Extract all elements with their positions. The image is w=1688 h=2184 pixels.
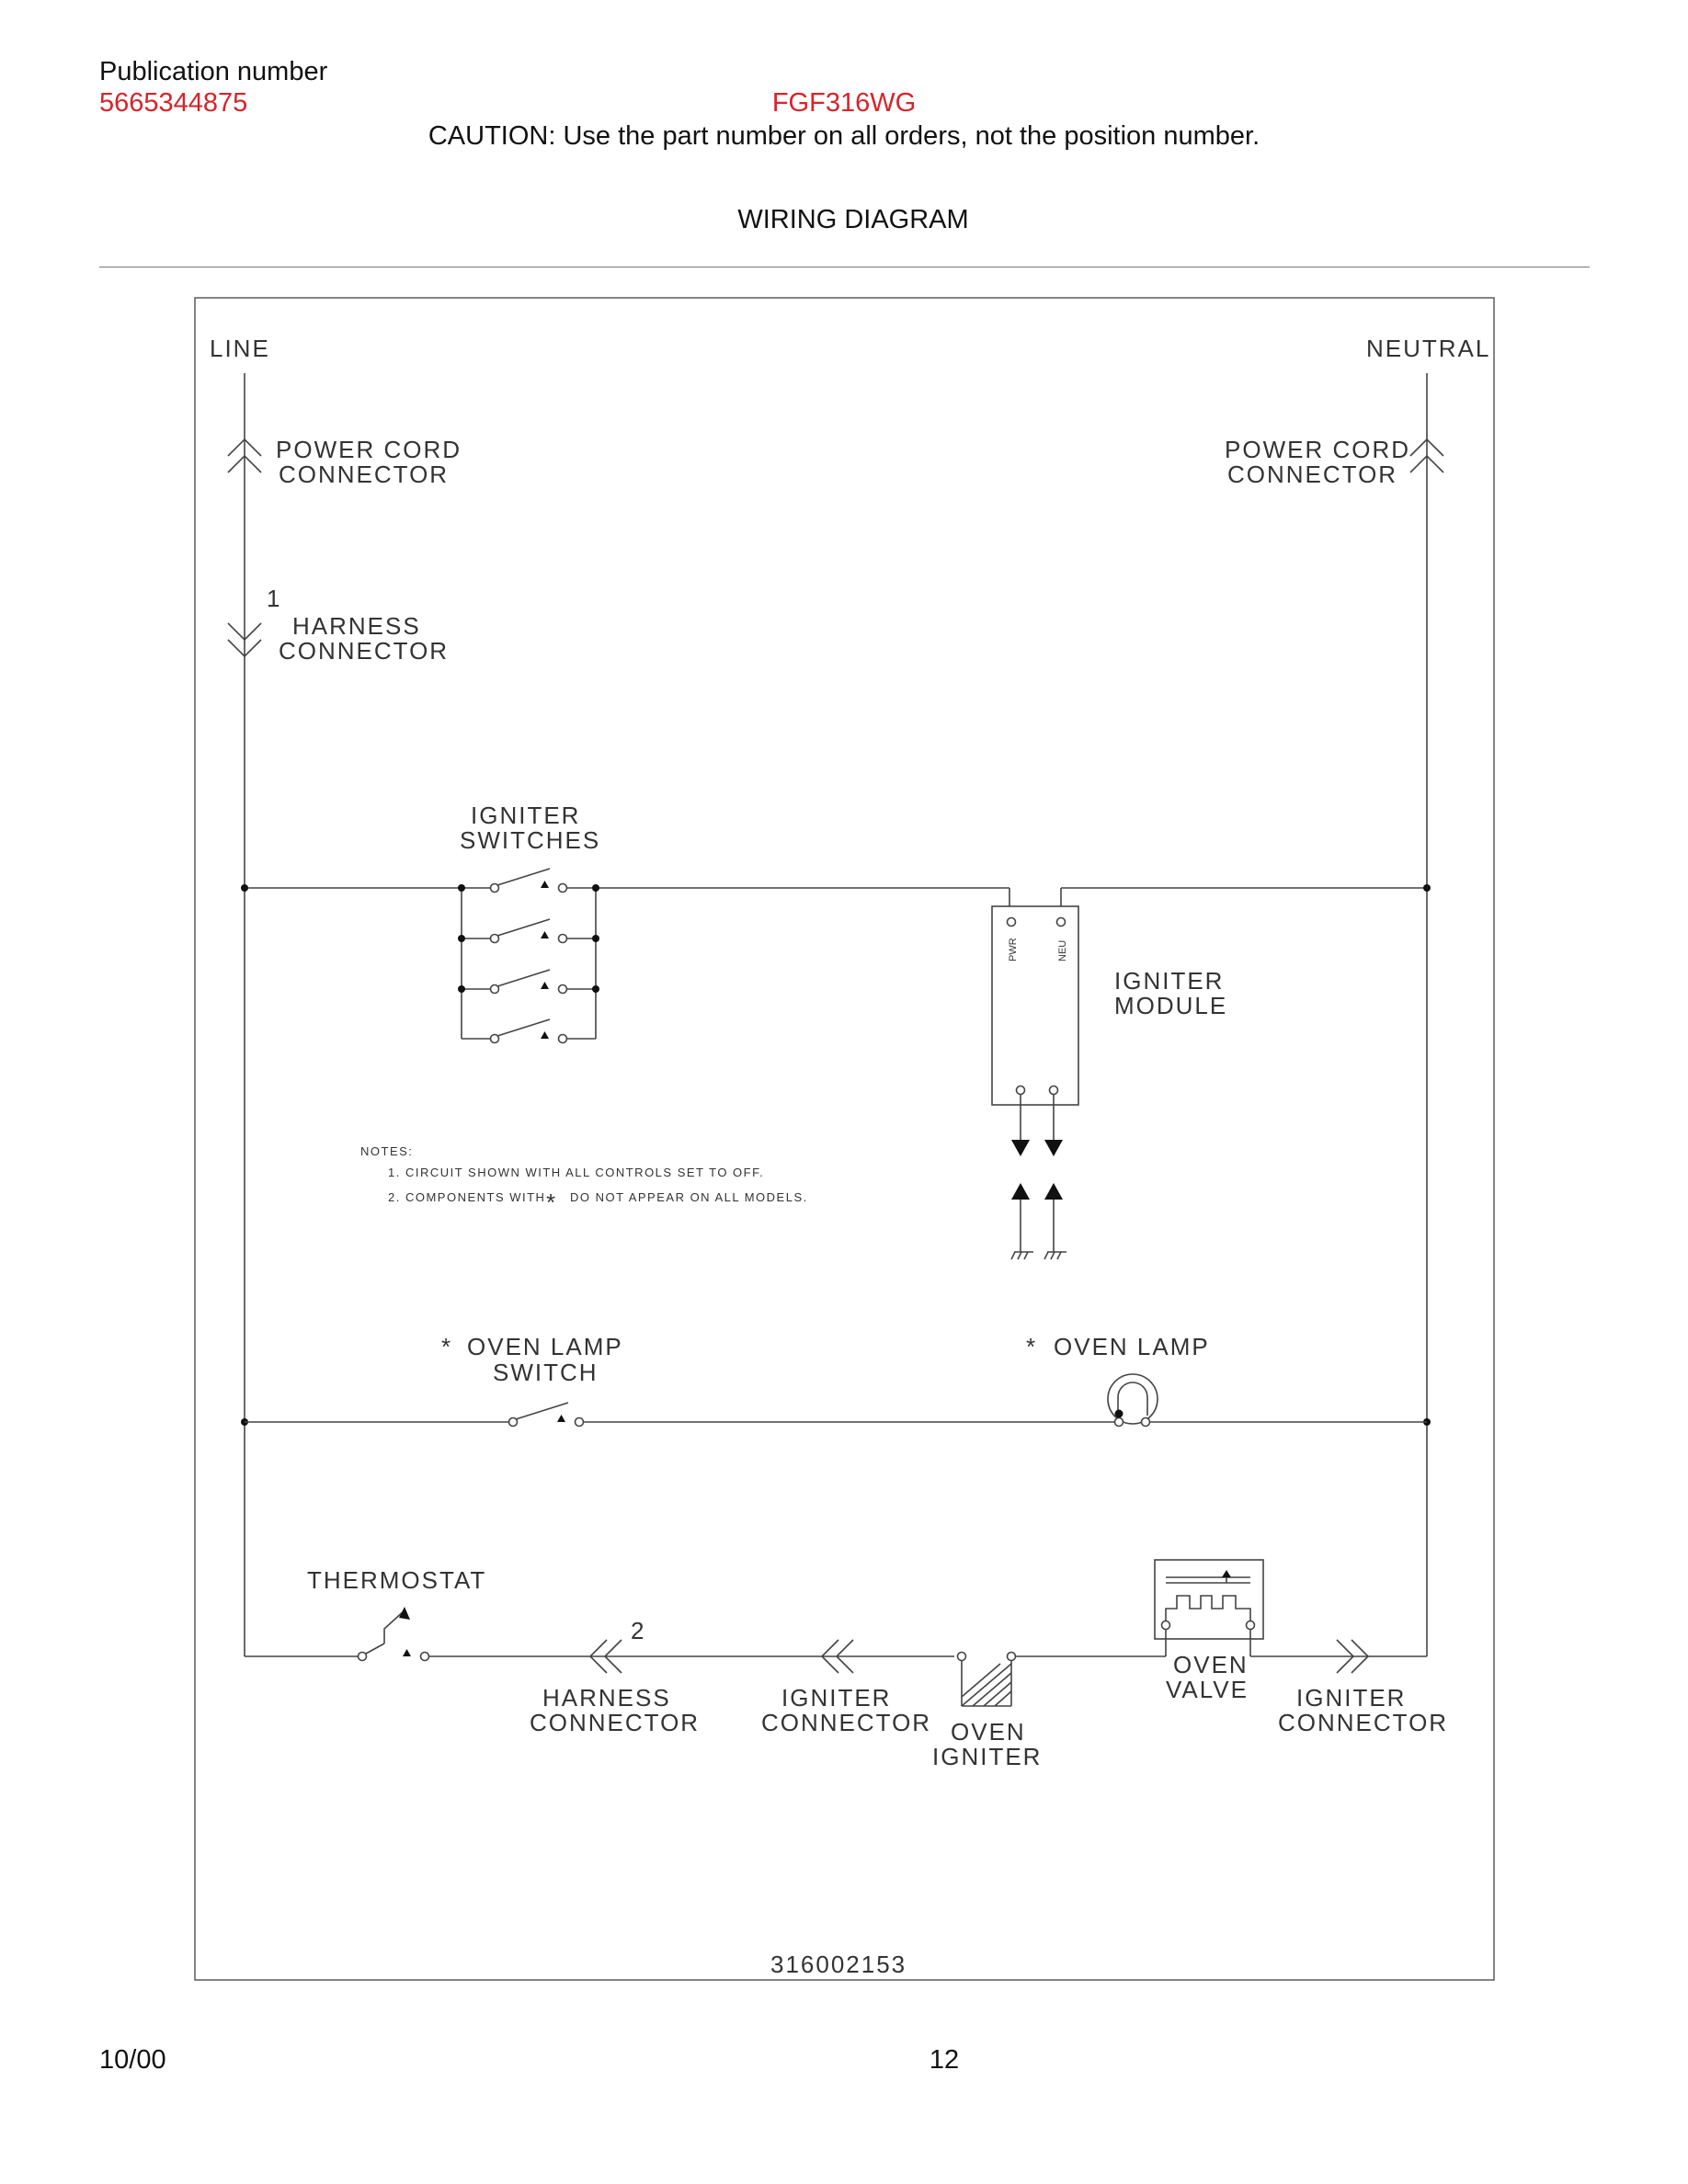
power-cord-connector-left-line1: POWER CORD xyxy=(276,436,462,463)
footer-date: 10/00 xyxy=(99,2045,166,2075)
oven-valve-line2: VALVE xyxy=(1166,1676,1249,1703)
oven-igniter-line2: IGNITER xyxy=(932,1743,1043,1770)
igniter-connector-right-line1: IGNITER xyxy=(1296,1684,1407,1712)
harness-connector-top-number: 1 xyxy=(267,585,282,612)
oven-lamp-switch-line2: SWITCH xyxy=(493,1359,599,1386)
notes-heading: NOTES: xyxy=(360,1144,414,1158)
harness-connector-bottom-line2: CONNECTOR xyxy=(530,1709,701,1736)
harness-connector-bottom-line1: HARNESS xyxy=(542,1684,671,1712)
note-2-end: DO NOT APPEAR ON ALL MODELS. xyxy=(570,1190,808,1204)
publication-label: Publication number xyxy=(99,57,328,86)
igniter-switch-3 xyxy=(462,970,596,994)
oven-lamp-asterisk: * xyxy=(1026,1333,1038,1360)
igniter-module-line2: MODULE xyxy=(1114,992,1228,1019)
harness-connector-top-line1: HARNESS xyxy=(292,612,421,640)
oven-valve-line1: OVEN xyxy=(1173,1651,1249,1678)
publication-number: 5665344875 xyxy=(99,88,248,118)
oven-igniter-symbol xyxy=(958,1653,1016,1707)
igniter-switches-line1: IGNITER xyxy=(471,802,581,829)
oven-valve-symbol xyxy=(1155,1560,1263,1656)
note-2-start: 2. COMPONENTS WITH xyxy=(388,1190,546,1204)
oven-igniter-line1: OVEN xyxy=(951,1718,1026,1746)
harness-connector-top-line2: CONNECTOR xyxy=(279,637,450,665)
thermostat-symbol xyxy=(359,1607,429,1661)
igniter-module-box xyxy=(992,906,1078,1105)
igniter-switch-2 xyxy=(462,919,596,943)
oven-lamp-switch-symbol xyxy=(509,1403,584,1427)
page-title: WIRING DIAGRAM xyxy=(737,205,969,234)
igniter-switch-4 xyxy=(462,1019,596,1043)
igniter-connector-right-line2: CONNECTOR xyxy=(1278,1709,1449,1736)
drawing-number: 316002153 xyxy=(770,1951,907,1978)
igniter-connector-left-line2: CONNECTOR xyxy=(761,1709,932,1736)
note-1: 1. CIRCUIT SHOWN WITH ALL CONTROLS SET TO OFF. xyxy=(388,1166,765,1179)
module-neu-terminal xyxy=(1057,918,1066,927)
power-cord-connector-right-line1: POWER CORD xyxy=(1225,436,1410,463)
neutral-label: NEUTRAL xyxy=(1366,335,1491,362)
oven-lamp-symbol xyxy=(1108,1374,1158,1427)
power-cord-connector-left-line2: CONNECTOR xyxy=(279,461,450,488)
junction-dots xyxy=(241,884,1431,1426)
igniter-switches-line2: SWITCHES xyxy=(460,826,601,854)
oven-lamp-switch-asterisk: * xyxy=(441,1333,453,1360)
caution-text: CAUTION: Use the part number on all orders, not the position number. xyxy=(428,121,1260,151)
module-neu-label: NEU xyxy=(1057,939,1068,961)
igniter-connector-left-line1: IGNITER xyxy=(781,1684,892,1712)
oven-lamp-switch-line1: OVEN LAMP xyxy=(467,1333,623,1360)
note-2-asterisk: * xyxy=(546,1189,558,1216)
spark-electrodes xyxy=(1011,1086,1066,1260)
line-label: LINE xyxy=(210,335,270,362)
thermostat-label: THERMOSTAT xyxy=(307,1566,487,1594)
module-pwr-label: PWR xyxy=(1008,938,1019,961)
harness-connector-bottom-number: 2 xyxy=(631,1617,646,1644)
page-number: 12 xyxy=(929,2045,960,2075)
oven-lamp-label: OVEN LAMP xyxy=(1054,1333,1210,1360)
model-number: FGF316WG xyxy=(771,88,917,118)
igniter-switch-1 xyxy=(462,869,596,893)
module-pwr-terminal xyxy=(1008,918,1016,927)
power-cord-connector-right-line2: CONNECTOR xyxy=(1227,461,1398,488)
igniter-module-line1: IGNITER xyxy=(1114,967,1225,995)
